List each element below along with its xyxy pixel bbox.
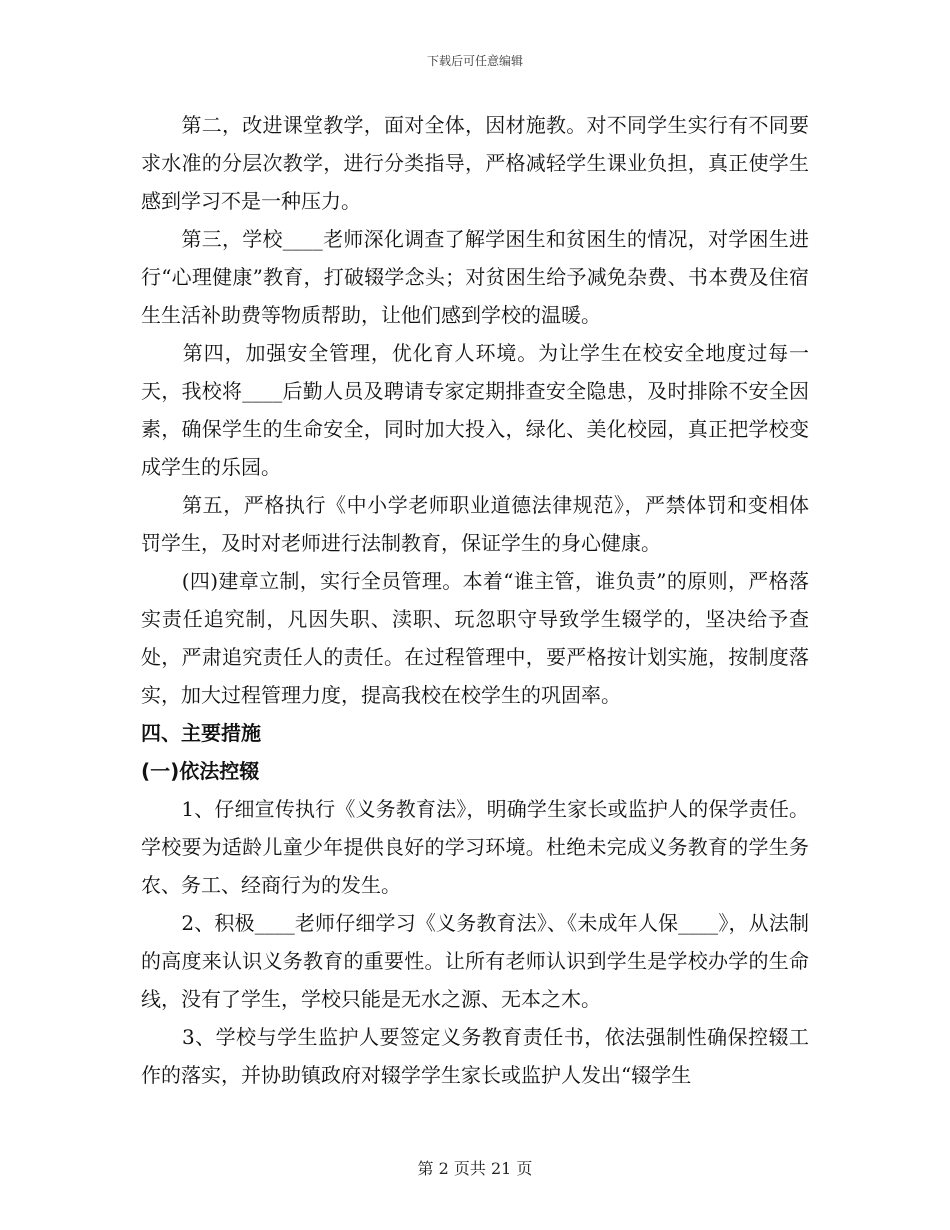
list-item-3: 3、学校与学生监护人要签定义务教育责任书，依法强制性确保控辍工作的落实，并协助镇政府对辍学学生家长或监护人发出“辍学生 [141,1025,809,1087]
document-body [141,106,809,1094]
page-footer: 第 2 页共 21 页 [417,1159,533,1178]
list-item-2: 2、积极____老师仔细学习《义务教育法》、《未成年人保____》，从法制的高度来认识义务教育的重要性。让所有老师认识到学生是学校办学的生命线，没有了学生，学校只能是无水之源、无本之木。 [141,911,809,1011]
subsection-heading: (一)依法控辍 [141,759,260,783]
page-header: 下载后可任意编辑 [426,54,523,68]
section-heading: 四、主要措施 [141,721,261,745]
paragraph-fourth: 第四，加强安全管理，优化育人环境。为让学生在校安全地度过每一天，我校将____后勤人员及聘请专家定期排查安全隐患，及时排除不安全因素，确保学生的生命安全，同时加大投入，绿化、美化校园，真正把学校变成学生的乐园。 [141,341,809,479]
paragraph-second: 第二，改进课堂教学，面对全体，因材施教。对不同学生实行有不同要求水准的分层次教学，进行分类指导，严格减轻学生课业负担，真正使学生感到学习不是一种压力。 [141,113,809,213]
paragraph-rules: (四)建章立制，实行全员管理。本着“谁主管，谁负责”的原则，严格落实责任追究制，凡因失职、渎职、玩忽职守导致学生辍学的，坚决给予查处，严肃追究责任人的责任。在过程管理中，要严格按计划实施，按制度落实，加大过程管理力度，提高我校在校学生的巩固率。 [141,569,809,707]
list-item-1: 1、仔细宣传执行《义务教育法》，明确学生家长或监护人的保学责任。学校要为适龄儿童少年提供良好的学习环境。杜绝未完成义务教育的学生务农、务工、经商行为的发生。 [141,797,809,897]
paragraph-fifth: 第五，严格执行《中小学老师职业道德法律规范》，严禁体罚和变相体罚学生，及时对老师进行法制教育，保证学生的身心健康。 [141,493,809,555]
paragraph-third: 第三，学校____老师深化调查了解学困生和贫困生的情况，对学困生进行“心理健康”教育，打破辍学念头；对贫困生给予减免杂费、书本费及住宿生生活补助费等物质帮助，让他们感到学校的温暖。 [141,227,809,327]
